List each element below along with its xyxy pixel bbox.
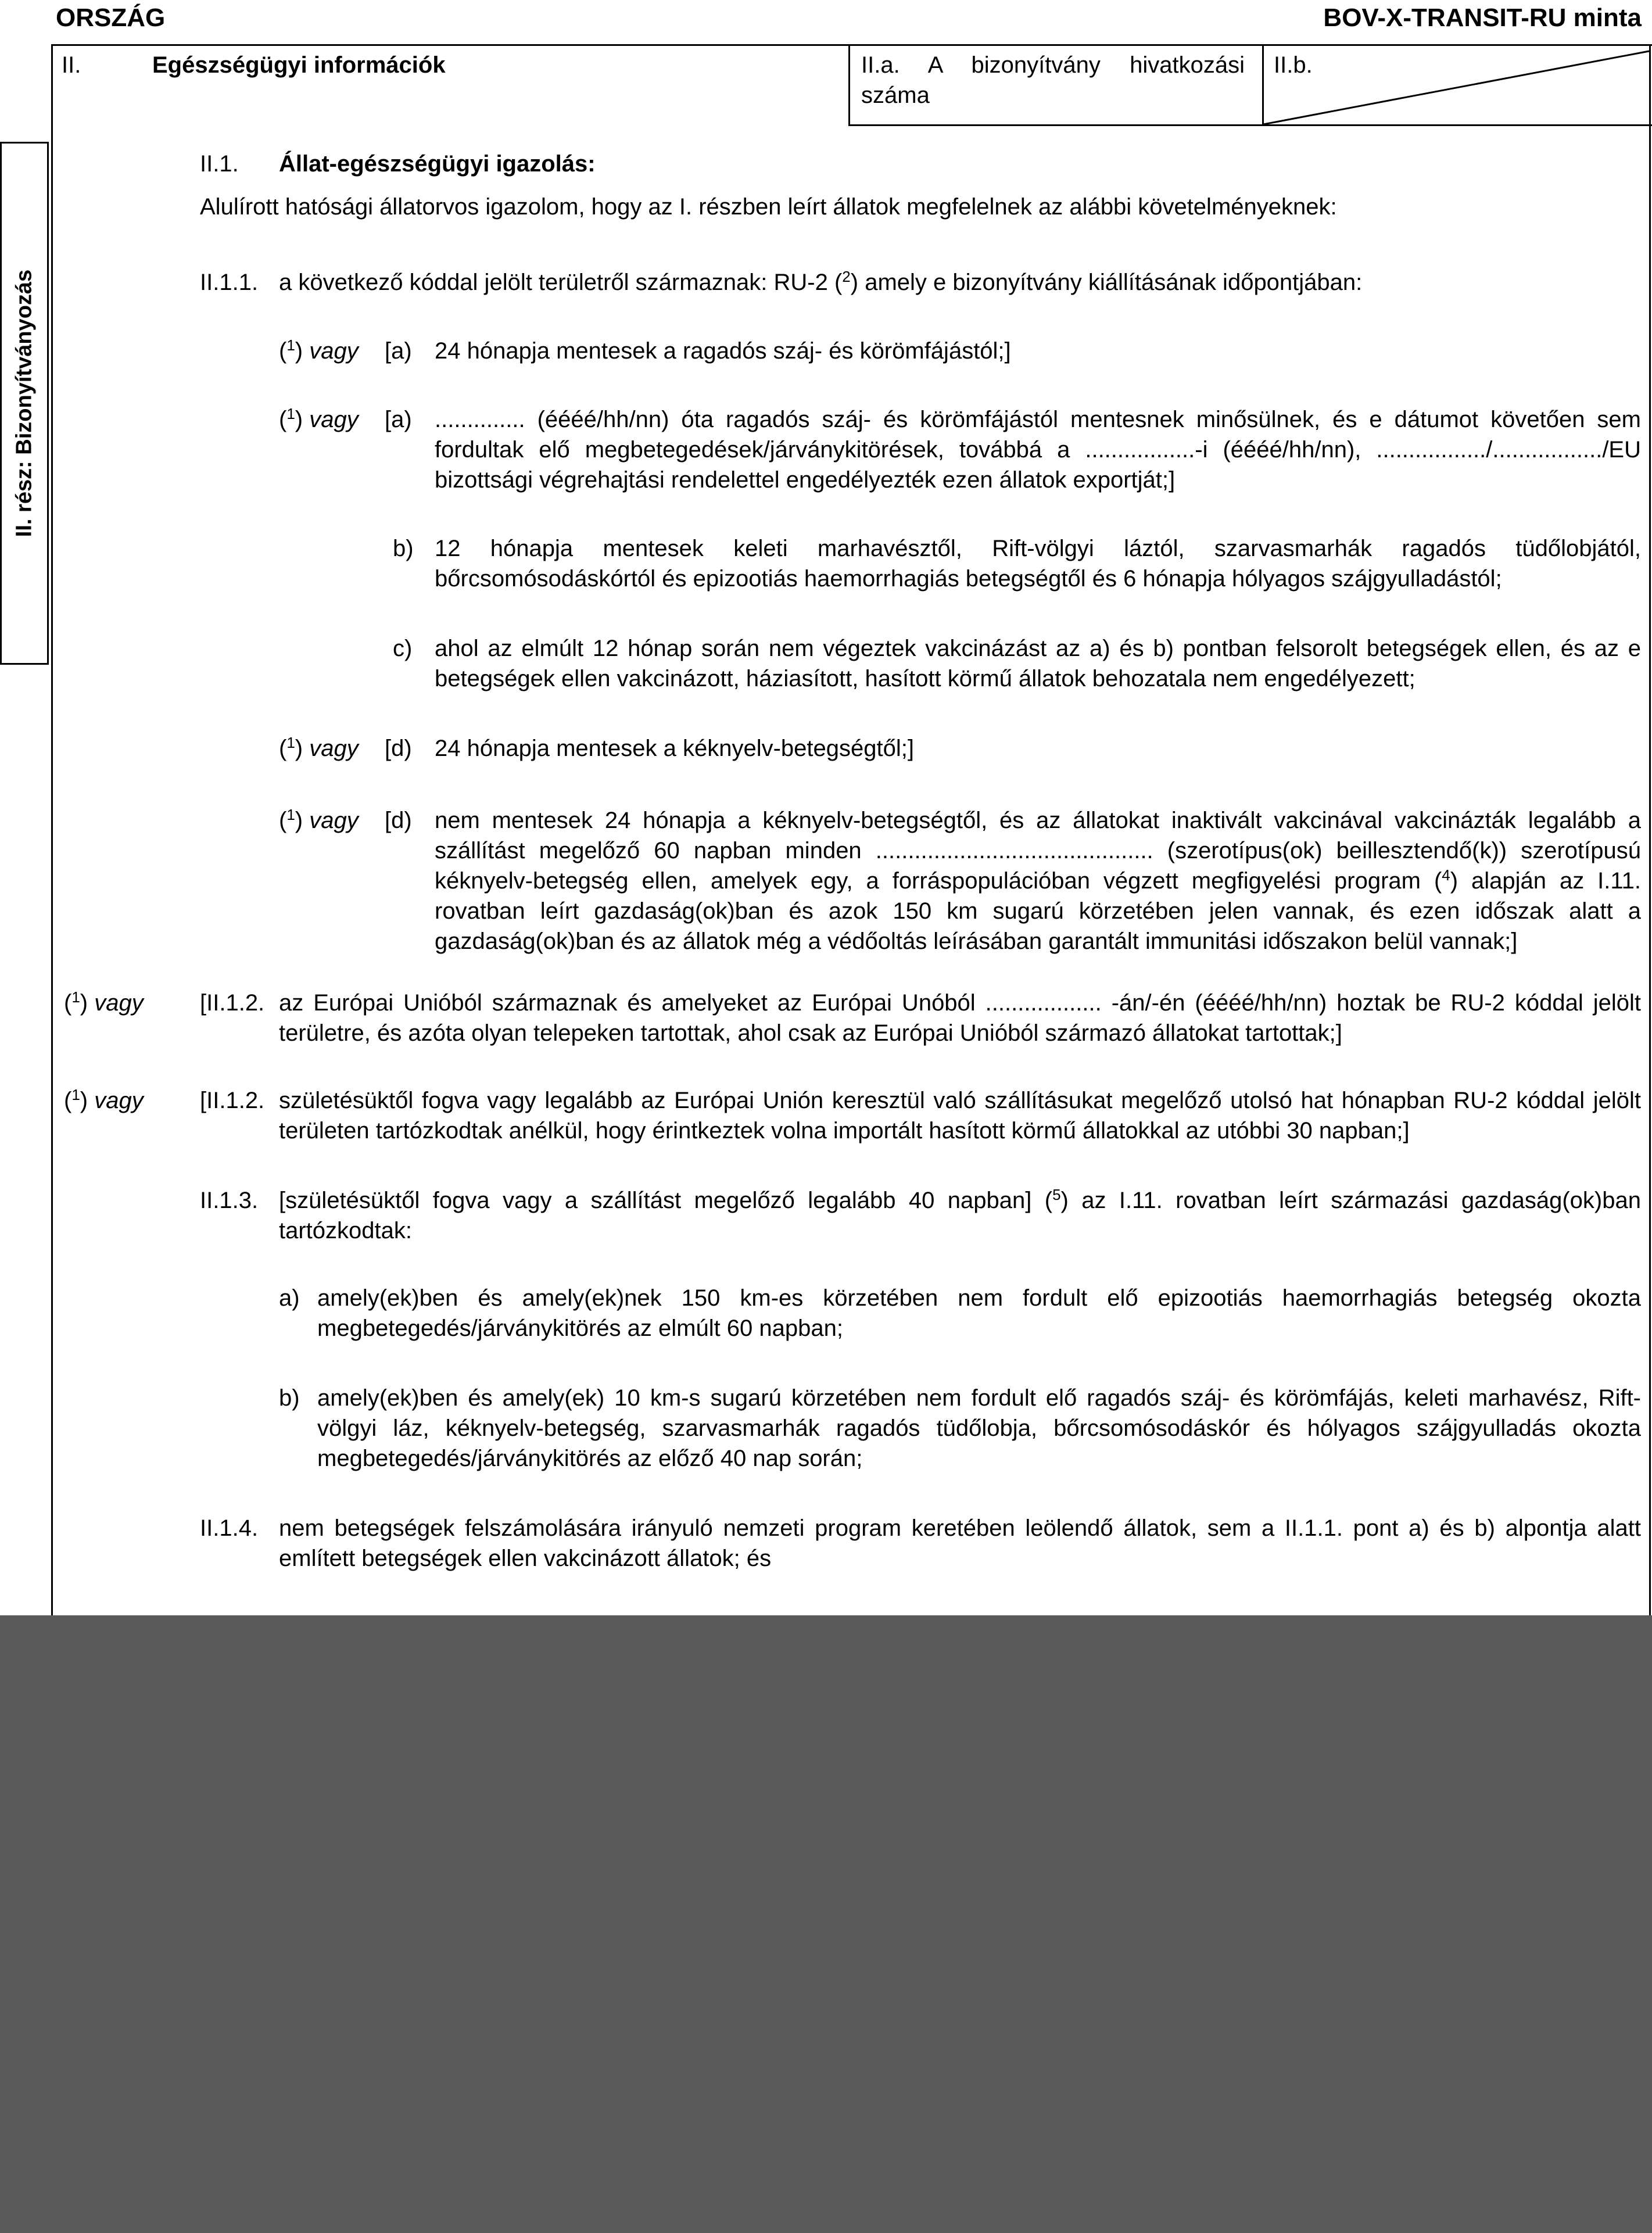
footnote-ref: 2 [842, 268, 851, 285]
paragraph: [születésüktől fogva vagy a szállítást megelőző legalább 40 napban] ($^5$) az I.11. rovatban leírt származási gazdaság(ok)ban tartózkodtak: [279, 1186, 1641, 1243]
side-tab [0, 142, 49, 665]
item-label: b) [393, 536, 414, 561]
item-text: .............. (éééé/hh/nn) óta ragadós száj- és körömfájástól mentesnek minősülnek, és e dátumot követően sem fordultak elő megbetegedések/járványkitörések, továbbá a .................-i (éééé/hh/nn), ................./................./EU bizottsági végrehajtási rendelettel engedélyezték ezen állatok exportját;] [435, 407, 1641, 493]
option-marker: ($^1$) vagy [279, 734, 359, 761]
item-label: c) [393, 636, 413, 661]
item-label: [d) [385, 736, 412, 761]
section-number: II.1.4. [200, 1515, 259, 1541]
certificate-model: BOV-X-TRANSIT-RU minta [1323, 3, 1642, 32]
paragraph: születésüktől fogva vagy legalább az Európai Unión keresztül való szállításukat megelőző utolsó hat hónapban RU-2 kóddal jelölt területen tartózkodtak anélkül, hogy érintkeztek volna importált hasított körmű állatokkal az utóbbi 30 napban;] [279, 1088, 1641, 1144]
item-text: nem mentesek 24 hónapja a kéknyelv-betegségtől, és az állatokat inaktivált vakcinával vakcinázták legalább a szállítást megelőző 60 napban minden ........................................... (szerotípus(ok) beillesztendő(k)) szerotípusú kéknyelv-betegség ellen, amelyek egy, a forráspopulációban végzett megfigyelési program ($^4$) alapján az I.11. rovatban leírt gazdaság(ok)ban és azok 150 km sugarú körzetében jelen vannak, és ezen időszak alatt a gazdaság(ok)ban és az állatok még a védőoltás leírásában garantált immunitási időszakon belül vannak;] [435, 808, 1641, 954]
item-text: 24 hónapja mentesek a kéknyelv-betegségtől;] [435, 736, 914, 761]
option-marker: ($^1$) vagy [64, 1086, 144, 1113]
country-label: ORSZÁG [56, 3, 166, 32]
table-col-divider [848, 44, 850, 126]
footnote-ref: 4 [1442, 866, 1450, 884]
table-col3-label: II.b. [1274, 52, 1313, 78]
section-number: II.1.3. [200, 1188, 259, 1213]
item-text: amely(ek)ben és amely(ek) 10 km-s sugarú körzetében nem fordult elő ragadós száj- és körömfájás, keleti marhavész, Rift-völgyi láz, kéknyelv-betegség, szarvasmarhák ragadós tüdőlobja, bőrcsomósodáskór és hólyagos szájgyulladás okozta megbetegedés/járványkitörés az előző 40 nap során; [317, 1385, 1641, 1471]
content-right-border [1649, 44, 1651, 1615]
item-label: [a) [385, 407, 412, 432]
option-marker: ($^1$) vagy [64, 988, 144, 1016]
item-label: a) [279, 1285, 300, 1311]
item-text: amely(ek)ben és amely(ek)nek 150 km-es körzetében nem fordult elő epizootiás haemorrhagiás betegség okozta megbetegedés/járványkitörés az elmúlt 60 napban; [317, 1285, 1641, 1341]
section-number: [II.1.2. [200, 990, 265, 1016]
table-section-title: Egészségügyi információk [152, 52, 446, 78]
item-text: 12 hónapja mentesek keleti marhavésztől, Rift-völgyi láztól, szarvasmarhák ragadós tüdőlobjától, bőrcsomósodáskórtól és epizootiás haemorrhagiás betegségtől és 6 hónapja hólyagos szájgyulladástól; [435, 536, 1641, 592]
section-number: II.1. [200, 151, 239, 177]
certificate-reference-label: II.a. A bizonyítvány hivatkozási száma [861, 52, 1245, 108]
item-label: [a) [385, 338, 412, 364]
paragraph: nem betegségek felszámolására irányuló nemzeti program keretében leölendő állatok, sem a II.1.1. pont a) és b) alpontja alatt említett betegségek ellen vakcinázott állatok; és [279, 1515, 1641, 1571]
paragraph: az Európai Unióból származnak és amelyeket az Európai Unóból .................. -án/-én (éééé/hh/nn) hoztak be RU-2 kóddal jelölt területre, és azóta olyan telepeken tartottak, ahol csak az Európai Unióból származó állatokat tartottak;] [279, 990, 1641, 1046]
option-marker: ($^1$) vagy [279, 405, 359, 432]
side-tab-label: II. rész: Bizonyítványozás [12, 269, 37, 537]
section-number: II.1.1. [200, 270, 259, 295]
item-label: b) [279, 1385, 300, 1411]
table-section-number: II. [62, 52, 81, 78]
item-text: ahol az elmúlt 12 hónap során nem végeztek vakcinázást az a) és b) pontban felsorolt betegségek ellen, és az e betegségek ellen vakcinázott, háziasított, hasított körmű állatok behozatala nem engedélyezett; [435, 636, 1641, 691]
item-text: 24 hónapja mentesek a ragadós száj- és körömfájástól;] [435, 338, 1011, 364]
section-title: Állat-egészségügyi igazolás: [279, 151, 596, 177]
content-left-border [51, 44, 53, 1615]
redacted-area [0, 1615, 1652, 2233]
item-label: [d) [385, 808, 412, 833]
option-marker: ($^1$) vagy [279, 806, 359, 833]
section-number: [II.1.2. [200, 1088, 265, 1113]
table-diagonal-line [1263, 45, 1650, 126]
option-marker: ($^1$) vagy [279, 336, 359, 364]
footnote-ref: 5 [1052, 1186, 1061, 1203]
paragraph: a következő kóddal jelölt területről származnak: RU-2 ($^2$) amely e bizonyítvány kiállításának időpontjában: [279, 268, 1363, 295]
section-intro: Alulírott hatósági állatorvos igazolom, hogy az I. részben leírt állatok megfelelnek az alábbi követelményeknek: [200, 194, 1337, 220]
